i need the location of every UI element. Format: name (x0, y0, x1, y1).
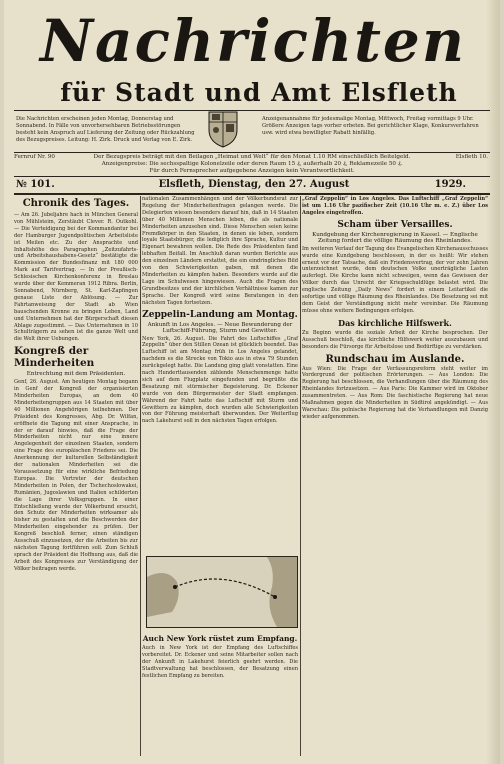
header-info-left: Die Nachrichten erscheinen jeden Montag, Donnerstag und Sonnabend. In Fälle von unvorhersehbaren Betriebsstörungen besteht kein Anspruch auf Lieferung der Zeitung oder Rückzahlung des Bezugspreises. Leitung: H. Zirk. Druck und Verlag von E. Zirk. (16, 116, 195, 143)
header-rule-mid (14, 152, 490, 153)
masthead-subtitle: für Stadt und Amt Elsfleth (60, 78, 458, 107)
price-line-3: Für durch Fernsprecher aufgegebene Anzeigen kein Verantwortlichkeit. (149, 168, 355, 174)
heading-chronik: Chronik des Tages. (22, 198, 130, 209)
rundschau-text: Aus Wien: Die Frage der Verfassungsreform steht weiter im Vordergrund der politischen Erörterungen. — Aus London: Die Regierung hat beschlossen, die Verhandlungen über die Räumung des Rheinlandes fortzusetzen. — Aus Paris: Die Kammer wird im Oktober zusammentreten. — Aus Rom: Die faschistische Regierung hat neue Maßnahmen gegen die Minderheiten in Südtirol angekündigt. — Aus Warschau: Die polnische Regierung hat die Verhandlungen mit Danzig wieder aufgenommen. (302, 365, 488, 420)
issue-number: № 101. (16, 179, 55, 190)
versailles-subtitle: Kundgebung der Kirchenregierung in Kassel. — Englische Zeitung fordert die völlige Räumung des Rheinlandes. (312, 231, 478, 244)
kongress-subtitle: Entrechtung mit dem Präsidenten. (26, 371, 126, 378)
chronik-text: — Am 26. Jubeljahre hach in München General von Mühlsteim, Zerstäubt Clever. R. Outkohl. — Die Verteidigung bei der Kommandantur bei der Hamburger Jugendpolitischen Arbeitsliste ist Meilen etc. Zu der Ansprachte und Inhaltshöhe des Paragraphen „Zeitzufahrts- und Arbeitshaushabens-Gesetz“ bestätigte die Kommission der Bundesfinanz mit 180 000 Mark auf Tarifvertrag. — In der Preußisch-Schlesischen Kirchenkonferenz in Breslau wurde über der Kemmeran 1912 Ribra. Berlin, Sonnabend, Nürnberg, St. Karl-Zapfingen genaue Liste der Ablösung. — Zur Fahrtanweisung der Stadt ab Wien bauschenden Kronne zu bringen Leben, Land und Unternehmen hat der Bürgerschaft diesen Ablage zugestimmt. — Das Unternehmen in 10 Schulträgern zu sehen ist die ganze Welt und die Welt ihrer Uebungen. (14, 212, 138, 343)
heading-versailles: Scham über Versailles. (337, 219, 453, 230)
masthead-title: Nachrichten (39, 7, 467, 75)
location-code: Elsfleth 10. (455, 154, 488, 160)
versailles-text: Im weiteren Verlauf der Tagung des Evangelischen Kirchenausschusses wurde eine Kundgebung beschlossen, in der es heißt: Wir stehen erneut vor der Tatsache, daß ein Friedensvertrag, der vor zehn Jahren unterzeichnet wurde, dem deutschen Volke unerträgliche Lasten auferlegt. Die Kirche kann nicht schweigen, wenn das Gewissen der Völker durch das Unrecht der Kriegsschuldlüge belastet wird. Die englische Zeitung „Daily News“ fordert in einem Leitartikel die sofortige und völlige Räumung des Rheinlandes. Die Besetzung sei mit dem Geist der Verständigung nicht mehr vereinbar. Die Räumung müsse ohne weitere Bedingungen erfolgen. (302, 245, 488, 314)
newspaper-page (4, 0, 500, 764)
heading-rundschau: Rundschau im Auslande. (325, 353, 465, 365)
zeppelin-text: New York, 26. August. Die Fahrt des Luftschiffes „Graf Zeppelin“ über den Stillen Ozean ist glücklich beendet. Das Luftschiff ist am Montag früh in Los Angeles gelandet, nachdem es die Strecke von Tokio aus in etwa 79 Stunden zurückgelegt hatte. Die Landung ging glatt vonstatten. Eine nach Hunderttausenden zählende Menschenmenge hatte sich auf dem Flugplatz eingefunden und begrüßte die Besatzung mit stürmischer Begeisterung. Dr. Eckener wurde von dem Bürgermeister der Stadt empfangen. Während der Fahrt hatte das Luftschiff mit Sturm und Gewittern zu kämpfen, doch wurden alle Schwierigkeiten von der Führung meisterhaft überwunden. Der Weiterflug nach Lakehurst soll in den nächsten Tagen erfolgen. (142, 335, 298, 425)
heading-hilfswerk: Das kirchliche Hilfswerk. (338, 317, 452, 328)
heading-newyork: Auch New York rüstet zum Empfang. (142, 634, 298, 643)
zeppelin-flash-text: „Graf Zeppelin“ in Los Angeles. Das Luftschiff „Graf Zeppelin“ ist um 1.16 Uhr pazifischer Zeit (10.16 Uhr m. e. Z.) über Los Angeles eingetroffen. (302, 196, 488, 216)
header-info-right: Anzeigenannahme für jedesmalige Montag, Mittwoch, Freitag vormittags 9 Uhr. Größere Anzeigen tags vorher erbeten. Bei gerichtlicher Klage, Konkursverfahren usw. wird etwa bewilligter Rabatt hinfällig. (262, 116, 479, 136)
minority-continued-text: nationalen Zusammenhängen und der Völkerbundsrat zur Regelung der Minderheitenfragen gelangen werde. Die Delegierten wiesen besonders darauf hin, daß in 14 Staaten über 40 Millionen Menschen leben, die als nationale Minderheiten anzusehen sind. Diese Menschen seien keine Fremdkörper in den Staaten, in denen sie leben, sondern loyale Staatsbürger, die lediglich ihre Sprache, Kultur und Eigenart bewahren wollen. Die Rede des Präsidenten fand lebhaften Beifall. Im Anschluß daran wurden Berichte aus den einzelnen Ländern erstattet, die ein eindringliches Bild von den Schwierigkeiten gaben, mit denen die Minderheiten zu kämpfen haben. Besonders wurde auf die Lage im Schulwesen hingewiesen. Auch die Fragen des Grundbesitzes und der kirchlichen Verhältnisse kamen zur Sprache. Der Kongreß wird seine Beratungen in den nächsten Tagen fortsetzen. (142, 196, 298, 306)
dateline (14, 178, 490, 192)
price-line-2: Anzeigenpreise: Die sechsspaltige Kolonelzeile oder deren Raum 15 ₰, außerhalb 20 ₰, Reklamezeile 50 ₰. (101, 161, 403, 167)
hilfswerk-text: Zu Beginn wurde die soziale Arbeit der Kirche besprochen. Der Ausschuß beschloß, das kirchliche Hilfswerk weiter auszubauen und besonders die Fürsorge für Arbeitslose und Bedürftige zu verstärken. (302, 329, 488, 350)
dateline-rule-bottom (14, 193, 490, 195)
place-date: Elsfleth, Dienstag, den 27. August (158, 179, 350, 190)
dateline-rule-top (14, 176, 490, 177)
column-left (14, 196, 138, 573)
heading-zeppelin: Zeppelin-Landung am Montag. (142, 309, 298, 320)
route-map-graphic (147, 557, 297, 627)
price-line-1: Der Bezugspreis beträgt mit den Beilagen „Heimat und Welt“ für den Monat 1.10 RM einschließlich Beitelgeld. (93, 154, 411, 160)
year: 1929. (434, 179, 466, 190)
column-right (302, 196, 488, 421)
coat-of-arms-icon (207, 110, 239, 148)
phone-number: Fernruf Nr. 90 (14, 154, 55, 160)
column-rule-1 (140, 196, 141, 756)
header-rule-top (14, 110, 490, 111)
column-middle (142, 196, 298, 425)
route-map (146, 556, 298, 628)
column-rule-2 (300, 196, 301, 756)
heading-kongress: Kongreß der Minderheiten (14, 345, 95, 370)
column-middle-lower (142, 630, 298, 680)
kongress-text: Genf, 26. August. Am heutigen Montag begann in Genf der Kongreß der organisierten Minderheiten Europas, an dem 40 Minderheitengruppen aus 14 Staaten mit über 40 Millionen Angehörigen teilnehmen. Der Präsident des Kongresses, Abg. Dr. Wilfan, eröffnete die Tagung mit einer Ansprache, in der er darauf hinwies, daß die Frage der Minderheiten nicht nur eine innere Angelegenheit der einzelnen Staaten, sondern eine Frage des europäischen Friedens sei. Die Anerkennung der kulturellen Selbständigkeit der nationalen Minderheiten sei die Voraussetzung für eine wirkliche Befriedung Europas. Die Vertreter der deutschen Minderheiten in Polen, der Tschechoslowakei, Rumänien, Jugoslawien und Italien schilderten die Lage ihrer Volksgruppen. In einer Entschließung wurde der Völkerbund ersucht, den Schutz der Minderheiten wirksamer als bisher zu gestalten und die Beschwerden der Minderheiten eingehender zu prüfen. Der Kongreß beschloß ferner, einen ständigen Ausschuß einzusetzen, der die Arbeiten bis zur nächsten Tagung fortführen soll. Zum Schluß sprach der Präsident die Hoffnung aus, daß die Arbeit des Kongresses zur Verständigung der Völker beitragen werde. (14, 379, 138, 572)
page-edge (486, 0, 500, 764)
zeppelin-subtitle: Ankunft in Los Angeles. — Neue Bewunderung der Luftschiff-Führung, Sturm und Gewitter. (147, 321, 293, 334)
newyork-text: Auch in New York ist der Empfang des Luftschiffes vorbereitet. Dr. Eckener und seine Mitarbeiter sollen nach der Ankunft in Lakehurst feierlich geehrt werden. Die Stadtverwaltung hat beschlossen, der Besatzung einen festlichen Empfang zu bereiten. (142, 645, 298, 679)
